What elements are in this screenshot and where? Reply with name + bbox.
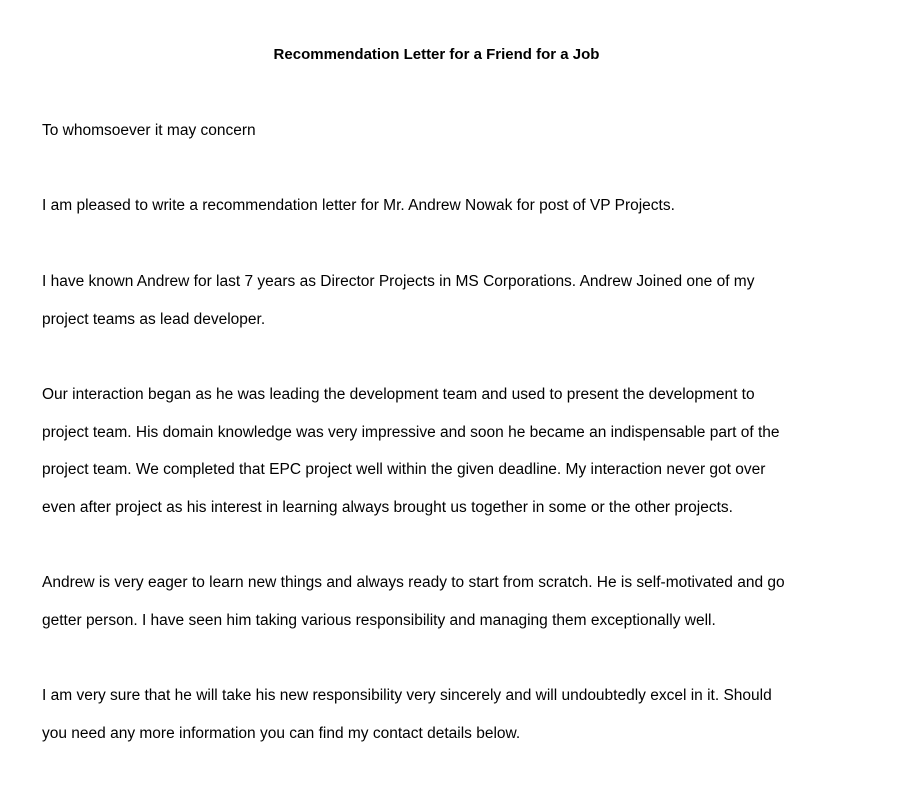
paragraph-line: I am pleased to write a recommendation letter for Mr. Andrew Nowak for post of VP Projects. bbox=[42, 197, 675, 214]
paragraph-line: even after project as his interest in learning always brought us together in some or the other projects. bbox=[42, 499, 733, 516]
paragraph-line: Our interaction began as he was leading the development team and used to present the development to bbox=[42, 386, 755, 403]
paragraph-line: Andrew is very eager to learn new things and always ready to start from scratch. He is self-motivated and go bbox=[42, 574, 785, 591]
paragraph-line: I have known Andrew for last 7 years as Director Projects in MS Corporations. Andrew Joined one of my bbox=[42, 273, 755, 290]
salutation: To whomsoever it may concern bbox=[42, 122, 256, 139]
document-title: Recommendation Letter for a Friend for a Job bbox=[273, 46, 600, 63]
paragraph-line: I am very sure that he will take his new responsibility very sincerely and will undoubtedly excel in it. Should bbox=[42, 687, 772, 704]
paragraph-line: project teams as lead developer. bbox=[42, 311, 266, 328]
paragraph-line: project team. His domain knowledge was very impressive and soon he became an indispensable part of the bbox=[42, 424, 780, 441]
paragraph-line: project team. We completed that EPC project well within the given deadline. My interaction never got over bbox=[42, 461, 766, 478]
paragraph-line: getter person. I have seen him taking various responsibility and managing them exceptionally well. bbox=[42, 612, 716, 629]
paragraph-line: you need any more information you can find my contact details below. bbox=[42, 725, 521, 742]
